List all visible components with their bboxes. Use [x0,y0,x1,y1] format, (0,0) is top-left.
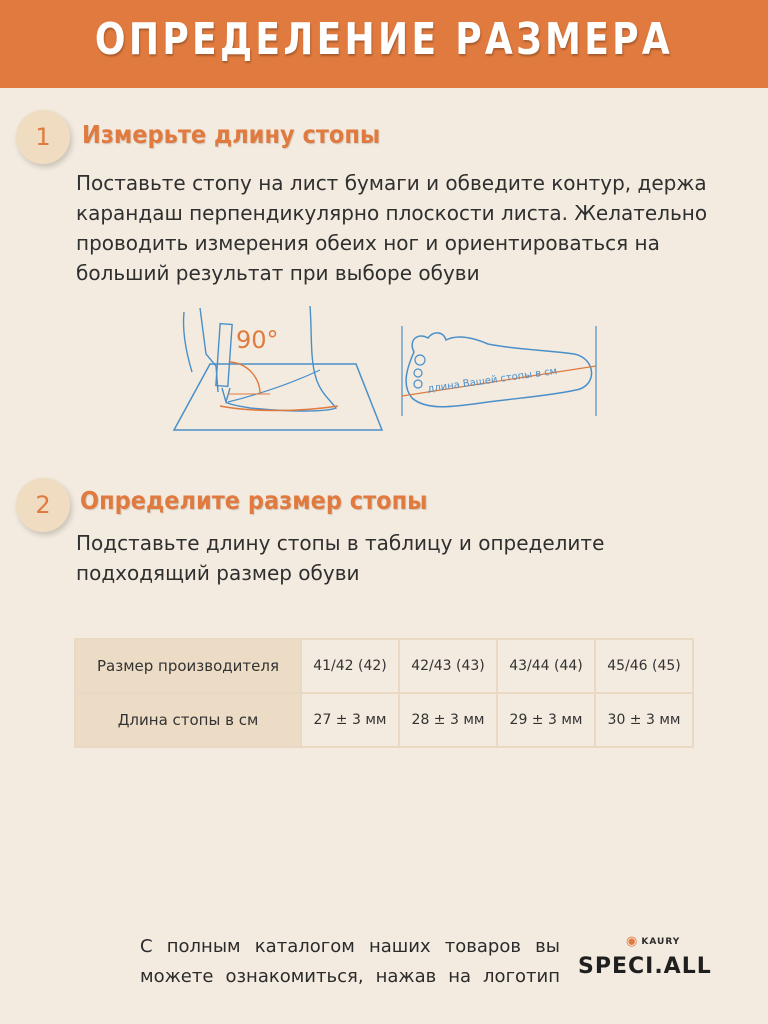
angle-label: 90° [236,326,279,354]
step-1-line: Поставьте стопу на лист бумаги и обведите контур, держа [76,171,707,195]
step-1-number: 1 [35,123,51,151]
size-cell: 41/42 (42) [301,639,399,693]
brand-logo-link[interactable] [578,932,738,992]
step-2-badge [16,478,70,532]
kaury-label: KAURY [641,936,681,947]
size-cell: 43/44 (44) [497,639,595,693]
brand-name: SPECI.ALL [578,954,712,979]
size-cell: 42/43 (43) [399,639,497,693]
row-header-size: Размер производителя [75,639,301,693]
table-row [75,639,693,693]
catalog-note-line: можете ознакомиться, нажав на логотип [140,966,560,987]
step-2-title: Определите размер стопы [80,486,428,515]
flame-icon: ◉ [626,934,639,949]
table-row [75,693,693,747]
catalog-note-line: С полным каталогом наших товаров вы [140,936,560,957]
length-cell: 28 ± 3 мм [399,693,497,747]
step-1-line: больший результат при выборе обуви [76,261,480,285]
row-header-length: Длина стопы в см [75,693,301,747]
header-banner [0,0,768,88]
step-1-line: проводить измерения обеих ног и ориентироваться на [76,231,660,255]
step-1-title: Измерьте длину стопы [82,120,381,149]
step-1-badge [16,110,70,164]
step-2-line: подходящий размер обуви [76,561,360,585]
size-table [74,638,694,748]
page-title: ОПРЕДЕЛЕНИЕ РАЗМЕРА [94,14,674,65]
foot-caption: длина Вашей стопы в см [426,365,558,395]
kaury-mark [626,934,680,949]
foot-outline-illustration [398,320,608,420]
step-1-description [76,168,716,288]
size-cell: 45/46 (45) [595,639,693,693]
step-2-number: 2 [35,491,51,519]
step-2-line: Подставьте длину стопы в таблицу и определите [76,531,605,555]
catalog-note [140,932,560,992]
length-cell: 30 ± 3 мм [595,693,693,747]
length-cell: 27 ± 3 мм [301,693,399,747]
length-cell: 29 ± 3 мм [497,693,595,747]
leg-measure-illustration [170,302,385,432]
step-2-description [76,528,716,588]
step-1-line: карандаш перпендикулярно плоскости листа. Желательно [76,201,708,225]
